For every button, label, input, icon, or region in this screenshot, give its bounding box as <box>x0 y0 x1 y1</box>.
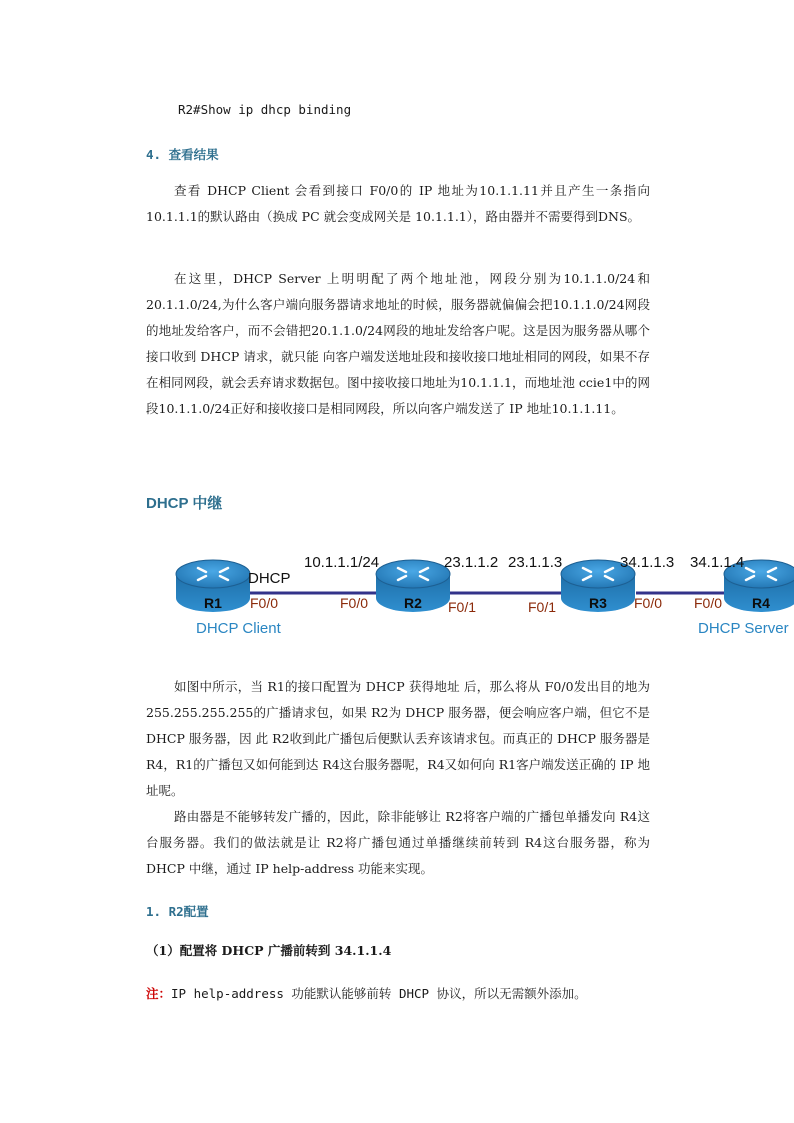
r3-f00: F0/0 <box>634 595 663 611</box>
server-label: DHCP Server <box>698 620 789 637</box>
paragraph-diagram-explanation: 如图中所示，当 R1的接口配置为 DHCP 获得地址 后，那么将从 F0/0发出目的地为255.255.255.255的广播请求包，如果 R2为 DHCP 服务器，便会响应客户端，但它不是 DHCP 服务器，因 此 R2收到此广播包后便默认丢弃该请求包。而真正的 DHCP 服务器是 R4，R1的广播包又如何能到达 R4这台服务器呢，R4又如何向 R1客户端发送正确的 IP 地址呢。 <box>146 679 650 798</box>
svg-text:R1: R1 <box>204 595 222 611</box>
network-diagram <box>150 540 794 645</box>
note-label: 注： <box>146 986 172 1001</box>
note-text: IP help-address 功能默认能够前转 DHCP 协议，所以无需额外添加。 <box>171 986 587 1001</box>
router-r1 <box>176 560 250 612</box>
svg-text:R4: R4 <box>752 595 770 611</box>
section-title: DHCP 中继 <box>146 495 223 512</box>
r4-f00: F0/0 <box>694 595 723 611</box>
step1-heading: 1. R2配置 <box>146 904 209 919</box>
r2-f00: F0/0 <box>340 595 369 611</box>
r1-f00: F0/0 <box>250 595 279 611</box>
router-r2 <box>376 560 450 612</box>
r2-f01: F0/1 <box>448 599 477 615</box>
addr-r3-right: 34.1.1.3 <box>620 554 675 571</box>
dhcp-label: DHCP <box>248 570 291 587</box>
addr-r3-left: 23.1.1.3 <box>508 554 563 571</box>
step4-heading: 4. 查看结果 <box>146 147 219 162</box>
note-line <box>146 984 587 1002</box>
command-line: R2#Show ip dhcp binding <box>178 102 352 117</box>
client-label: DHCP Client <box>196 620 281 637</box>
svg-text:R3: R3 <box>589 595 607 611</box>
paragraph-explanation: 在这里，DHCP Server 上明明配了两个地址池，网段分别为10.1.1.0/24和20.1.1.0/24,为什么客户端向服务器请求地址的时候，服务器就偏偏会把10.1.1.0/24网段的地址发给客户，而不会错把20.1.1.0/24网段的地址发给客户呢。这是因为服务器从哪个接口收到 DHCP 请求，就只能 向客户端发送地址段和接收接口地址相同的网段，如果不存在相同网段，就会丢弃请求数据包。图中接收接口地址为10.1.1.1，而地址池 ccie1中的网 段10.1.1.0/24正好和接收接口是相同网段，所以向客户端发送了 IP 地址10.1.1.11。 <box>146 271 650 416</box>
r3-f01: F0/1 <box>528 599 557 615</box>
paragraph-relay-explanation: 路由器是不能够转发广播的，因此，除非能够让 R2将客户端的广播包单播发向 R4这台服务器。我们的做法就是让 R2将广播包通过单播继续前转到 R4这台服务器，称为 DHCP 中继，通过 IP help-address 功能来实现。 <box>146 809 650 876</box>
paragraph-result: 查看 DHCP Client 会看到接口 F0/0的 IP 地址为10.1.1.11并且产生一条指向10.1.1.1的默认路由（换成 PC 就会变成网关是 10.1.1.1），路由器并不需要得到DNS。 <box>146 183 650 224</box>
svg-text:R2: R2 <box>404 595 422 611</box>
sub-heading: （1）配置将 DHCP 广播前转到 34.1.1.4 <box>146 943 392 958</box>
addr-r2-right: 23.1.1.2 <box>444 554 499 571</box>
addr-r2-left: 10.1.1.1/24 <box>304 554 380 571</box>
addr-r4-left: 34.1.1.4 <box>690 554 745 571</box>
